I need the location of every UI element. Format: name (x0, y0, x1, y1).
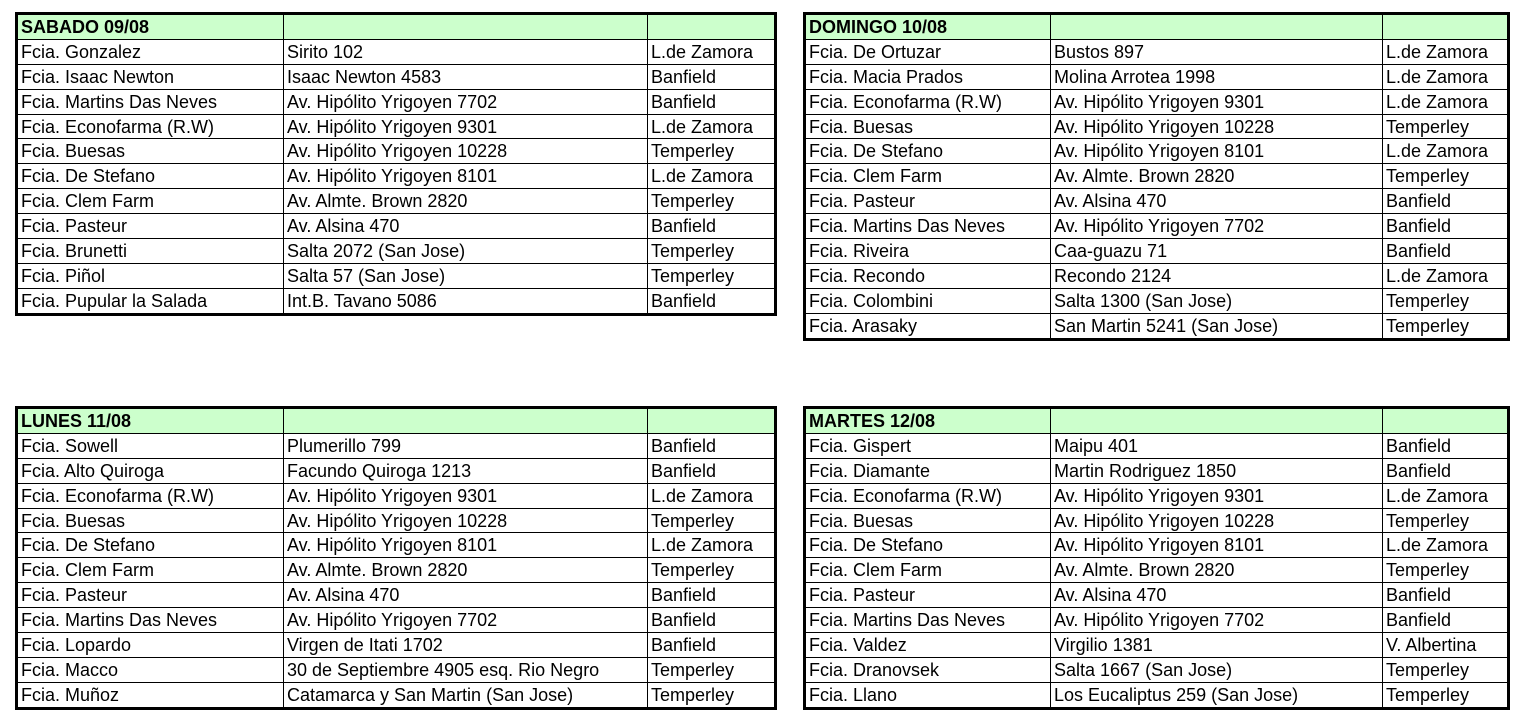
address-cell: Facundo Quiroga 1213 (284, 458, 648, 483)
pharmacy-name-cell: Fcia. Buesas (17, 139, 284, 164)
schedule-table-martes (803, 406, 1510, 710)
pharmacy-name-cell: Fcia. Piñol (17, 263, 284, 288)
table-row (17, 657, 776, 682)
table-row (805, 508, 1509, 533)
locality-cell: L.de Zamora (1383, 483, 1509, 508)
pharmacy-name-cell: Fcia. Muñoz (17, 682, 284, 708)
table-row (805, 263, 1509, 288)
table-row (17, 433, 776, 458)
address-cell: Av. Hipólito Yrigoyen 8101 (1051, 139, 1383, 164)
table-row (17, 214, 776, 239)
table-row (17, 633, 776, 658)
address-cell: Av. Hipólito Yrigoyen 9301 (1051, 483, 1383, 508)
locality-cell: Temperley (1383, 114, 1509, 139)
pharmacy-name-cell: Fcia. Gispert (805, 433, 1051, 458)
header-empty-cell (1051, 14, 1383, 40)
pharmacy-name-cell: Fcia. Brunetti (17, 239, 284, 264)
locality-cell: Temperley (648, 189, 776, 214)
locality-cell: L.de Zamora (648, 483, 776, 508)
pharmacy-name-cell: Fcia. Alto Quiroga (17, 458, 284, 483)
address-cell: Los Eucaliptus 259 (San Jose) (1051, 682, 1383, 708)
address-cell: San Martin 5241 (San Jose) (1051, 313, 1383, 339)
table-row (805, 483, 1509, 508)
table-row (17, 608, 776, 633)
address-cell: Av. Hipólito Yrigoyen 10228 (284, 508, 648, 533)
address-cell: Av. Hipólito Yrigoyen 10228 (1051, 114, 1383, 139)
table-row (17, 682, 776, 708)
address-cell: Av. Hipólito Yrigoyen 9301 (1051, 89, 1383, 114)
address-cell: Martin Rodriguez 1850 (1051, 458, 1383, 483)
address-cell: Av. Hipólito Yrigoyen 8101 (284, 533, 648, 558)
table-row (17, 39, 776, 64)
pharmacy-name-cell: Fcia. Pasteur (805, 583, 1051, 608)
schedule-table-sabado (15, 12, 777, 316)
address-cell: Bustos 897 (1051, 39, 1383, 64)
schedule-table-domingo (803, 12, 1510, 341)
locality-cell: L.de Zamora (1383, 89, 1509, 114)
pharmacy-name-cell: Fcia. Colombini (805, 288, 1051, 313)
header-empty-cell (284, 14, 648, 40)
locality-cell: V. Albertina (1383, 633, 1509, 658)
pharmacy-name-cell: Fcia. Dranovsek (805, 657, 1051, 682)
pharmacy-name-cell: Fcia. De Ortuzar (805, 39, 1051, 64)
locality-cell: Temperley (1383, 313, 1509, 339)
table-row (805, 313, 1509, 339)
locality-cell: Banfield (1383, 608, 1509, 633)
locality-cell: Banfield (648, 433, 776, 458)
locality-cell: Banfield (1383, 433, 1509, 458)
table-header-row (805, 14, 1509, 40)
table-row (17, 458, 776, 483)
locality-cell: Banfield (1383, 189, 1509, 214)
table-row (17, 263, 776, 288)
address-cell: Av. Alsina 470 (284, 214, 648, 239)
schedule-table-lunes (15, 406, 777, 710)
table-row (805, 114, 1509, 139)
day-heading: MARTES 12/08 (805, 408, 1051, 434)
address-cell: Av. Hipólito Yrigoyen 7702 (284, 89, 648, 114)
address-cell: Av. Hipólito Yrigoyen 8101 (284, 164, 648, 189)
address-cell: Salta 57 (San Jose) (284, 263, 648, 288)
address-cell: Virgen de Itati 1702 (284, 633, 648, 658)
pharmacy-name-cell: Fcia. Sowell (17, 433, 284, 458)
table-header-row (805, 408, 1509, 434)
address-cell: Maipu 401 (1051, 433, 1383, 458)
pharmacy-name-cell: Fcia. Recondo (805, 263, 1051, 288)
table-row (805, 657, 1509, 682)
locality-cell: Banfield (1383, 458, 1509, 483)
locality-cell: L.de Zamora (1383, 39, 1509, 64)
table-row (17, 239, 776, 264)
pharmacy-name-cell: Fcia. Pupular la Salada (17, 288, 284, 314)
table-row (805, 164, 1509, 189)
table-row (805, 64, 1509, 89)
pharmacy-name-cell: Fcia. Martins Das Neves (805, 214, 1051, 239)
pharmacy-name-cell: Fcia. Econofarma (R.W) (17, 114, 284, 139)
header-empty-cell (648, 408, 776, 434)
locality-cell: Temperley (1383, 682, 1509, 708)
header-empty-cell (1051, 408, 1383, 434)
pharmacy-name-cell: Fcia. Clem Farm (17, 189, 284, 214)
address-cell: Recondo 2124 (1051, 263, 1383, 288)
table-row (805, 288, 1509, 313)
address-cell: Molina Arrotea 1998 (1051, 64, 1383, 89)
address-cell: Av. Alsina 470 (284, 583, 648, 608)
locality-cell: Temperley (1383, 164, 1509, 189)
pharmacy-name-cell: Fcia. Macia Prados (805, 64, 1051, 89)
table-row (17, 189, 776, 214)
locality-cell: Banfield (648, 288, 776, 314)
table-row (17, 164, 776, 189)
locality-cell: Banfield (648, 583, 776, 608)
pharmacy-name-cell: Fcia. Buesas (17, 508, 284, 533)
locality-cell: Banfield (1383, 583, 1509, 608)
address-cell: Av. Alsina 470 (1051, 189, 1383, 214)
table-row (17, 483, 776, 508)
locality-cell: Banfield (648, 608, 776, 633)
pharmacy-name-cell: Fcia. Martins Das Neves (17, 89, 284, 114)
table-row (17, 64, 776, 89)
locality-cell: Banfield (1383, 214, 1509, 239)
address-cell: Av. Hipólito Yrigoyen 10228 (1051, 508, 1383, 533)
address-cell: Salta 2072 (San Jose) (284, 239, 648, 264)
pharmacy-name-cell: Fcia. De Stefano (805, 139, 1051, 164)
table-row (805, 633, 1509, 658)
pharmacy-name-cell: Fcia. Econofarma (R.W) (17, 483, 284, 508)
table-row (805, 583, 1509, 608)
locality-cell: L.de Zamora (648, 39, 776, 64)
pharmacy-name-cell: Fcia. Arasaky (805, 313, 1051, 339)
header-empty-cell (1383, 14, 1509, 40)
address-cell: Av. Hipólito Yrigoyen 8101 (1051, 533, 1383, 558)
pharmacy-name-cell: Fcia. Clem Farm (17, 558, 284, 583)
address-cell: Sirito 102 (284, 39, 648, 64)
table-row (17, 533, 776, 558)
address-cell: 30 de Septiembre 4905 esq. Rio Negro (284, 657, 648, 682)
pharmacy-name-cell: Fcia. De Stefano (17, 164, 284, 189)
pharmacy-name-cell: Fcia. Buesas (805, 508, 1051, 533)
address-cell: Salta 1300 (San Jose) (1051, 288, 1383, 313)
pharmacy-name-cell: Fcia. Riveira (805, 239, 1051, 264)
address-cell: Salta 1667 (San Jose) (1051, 657, 1383, 682)
locality-cell: L.de Zamora (648, 114, 776, 139)
locality-cell: Banfield (648, 458, 776, 483)
pharmacy-name-cell: Fcia. Diamante (805, 458, 1051, 483)
table-row (805, 89, 1509, 114)
locality-cell: Temperley (1383, 508, 1509, 533)
table-row (17, 583, 776, 608)
header-empty-cell (1383, 408, 1509, 434)
locality-cell: Banfield (1383, 239, 1509, 264)
header-empty-cell (648, 14, 776, 40)
locality-cell: Temperley (648, 239, 776, 264)
locality-cell: Temperley (1383, 657, 1509, 682)
table-row (805, 608, 1509, 633)
table-row (805, 189, 1509, 214)
locality-cell: Banfield (648, 89, 776, 114)
locality-cell: L.de Zamora (1383, 263, 1509, 288)
pharmacy-name-cell: Fcia. Llano (805, 682, 1051, 708)
address-cell: Av. Almte. Brown 2820 (1051, 164, 1383, 189)
table-row (17, 558, 776, 583)
day-heading: SABADO 09/08 (17, 14, 284, 40)
pharmacy-name-cell: Fcia. Buesas (805, 114, 1051, 139)
locality-cell: L.de Zamora (1383, 64, 1509, 89)
pharmacy-name-cell: Fcia. De Stefano (805, 533, 1051, 558)
table-row (805, 433, 1509, 458)
table-header-row (17, 14, 776, 40)
address-cell: Catamarca y San Martin (San Jose) (284, 682, 648, 708)
table-row (805, 214, 1509, 239)
table-row (805, 139, 1509, 164)
pharmacy-name-cell: Fcia. Martins Das Neves (805, 608, 1051, 633)
day-heading: LUNES 11/08 (17, 408, 284, 434)
pharmacy-name-cell: Fcia. Macco (17, 657, 284, 682)
pharmacy-name-cell: Fcia. Econofarma (R.W) (805, 89, 1051, 114)
pharmacy-name-cell: Fcia. Clem Farm (805, 558, 1051, 583)
locality-cell: L.de Zamora (648, 164, 776, 189)
locality-cell: Temperley (648, 657, 776, 682)
locality-cell: L.de Zamora (1383, 139, 1509, 164)
locality-cell: Temperley (648, 263, 776, 288)
locality-cell: Temperley (1383, 558, 1509, 583)
pharmacy-name-cell: Fcia. Pasteur (805, 189, 1051, 214)
pharmacy-name-cell: Fcia. Pasteur (17, 583, 284, 608)
address-cell: Virgilio 1381 (1051, 633, 1383, 658)
table-row (17, 114, 776, 139)
locality-cell: L.de Zamora (648, 533, 776, 558)
table-row (805, 39, 1509, 64)
table-row (17, 508, 776, 533)
locality-cell: Temperley (1383, 288, 1509, 313)
table-row (805, 682, 1509, 708)
pharmacy-name-cell: Fcia. Econofarma (R.W) (805, 483, 1051, 508)
table-row (805, 239, 1509, 264)
address-cell: Av. Hipólito Yrigoyen 10228 (284, 139, 648, 164)
address-cell: Av. Hipólito Yrigoyen 7702 (1051, 214, 1383, 239)
table-row (17, 139, 776, 164)
address-cell: Av. Hipólito Yrigoyen 7702 (1051, 608, 1383, 633)
pharmacy-name-cell: Fcia. Clem Farm (805, 164, 1051, 189)
pharmacy-name-cell: Fcia. Martins Das Neves (17, 608, 284, 633)
address-cell: Av. Almte. Brown 2820 (284, 189, 648, 214)
day-heading: DOMINGO 10/08 (805, 14, 1051, 40)
pharmacy-name-cell: Fcia. Pasteur (17, 214, 284, 239)
address-cell: Av. Hipólito Yrigoyen 7702 (284, 608, 648, 633)
table-row (805, 458, 1509, 483)
pharmacy-name-cell: Fcia. Lopardo (17, 633, 284, 658)
address-cell: Int.B. Tavano 5086 (284, 288, 648, 314)
locality-cell: Banfield (648, 633, 776, 658)
address-cell: Caa-guazu 71 (1051, 239, 1383, 264)
locality-cell: L.de Zamora (1383, 533, 1509, 558)
locality-cell: Temperley (648, 558, 776, 583)
locality-cell: Temperley (648, 682, 776, 708)
address-cell: Isaac Newton 4583 (284, 64, 648, 89)
locality-cell: Banfield (648, 214, 776, 239)
table-row (805, 558, 1509, 583)
table-row (805, 533, 1509, 558)
header-empty-cell (284, 408, 648, 434)
pharmacy-name-cell: Fcia. Gonzalez (17, 39, 284, 64)
address-cell: Av. Almte. Brown 2820 (1051, 558, 1383, 583)
locality-cell: Temperley (648, 139, 776, 164)
address-cell: Av. Hipólito Yrigoyen 9301 (284, 483, 648, 508)
table-header-row (17, 408, 776, 434)
address-cell: Av. Alsina 470 (1051, 583, 1383, 608)
table-row (17, 288, 776, 314)
pharmacy-name-cell: Fcia. De Stefano (17, 533, 284, 558)
pharmacy-name-cell: Fcia. Isaac Newton (17, 64, 284, 89)
locality-cell: Temperley (648, 508, 776, 533)
locality-cell: Banfield (648, 64, 776, 89)
address-cell: Av. Hipólito Yrigoyen 9301 (284, 114, 648, 139)
pharmacy-name-cell: Fcia. Valdez (805, 633, 1051, 658)
address-cell: Plumerillo 799 (284, 433, 648, 458)
table-row (17, 89, 776, 114)
address-cell: Av. Almte. Brown 2820 (284, 558, 648, 583)
